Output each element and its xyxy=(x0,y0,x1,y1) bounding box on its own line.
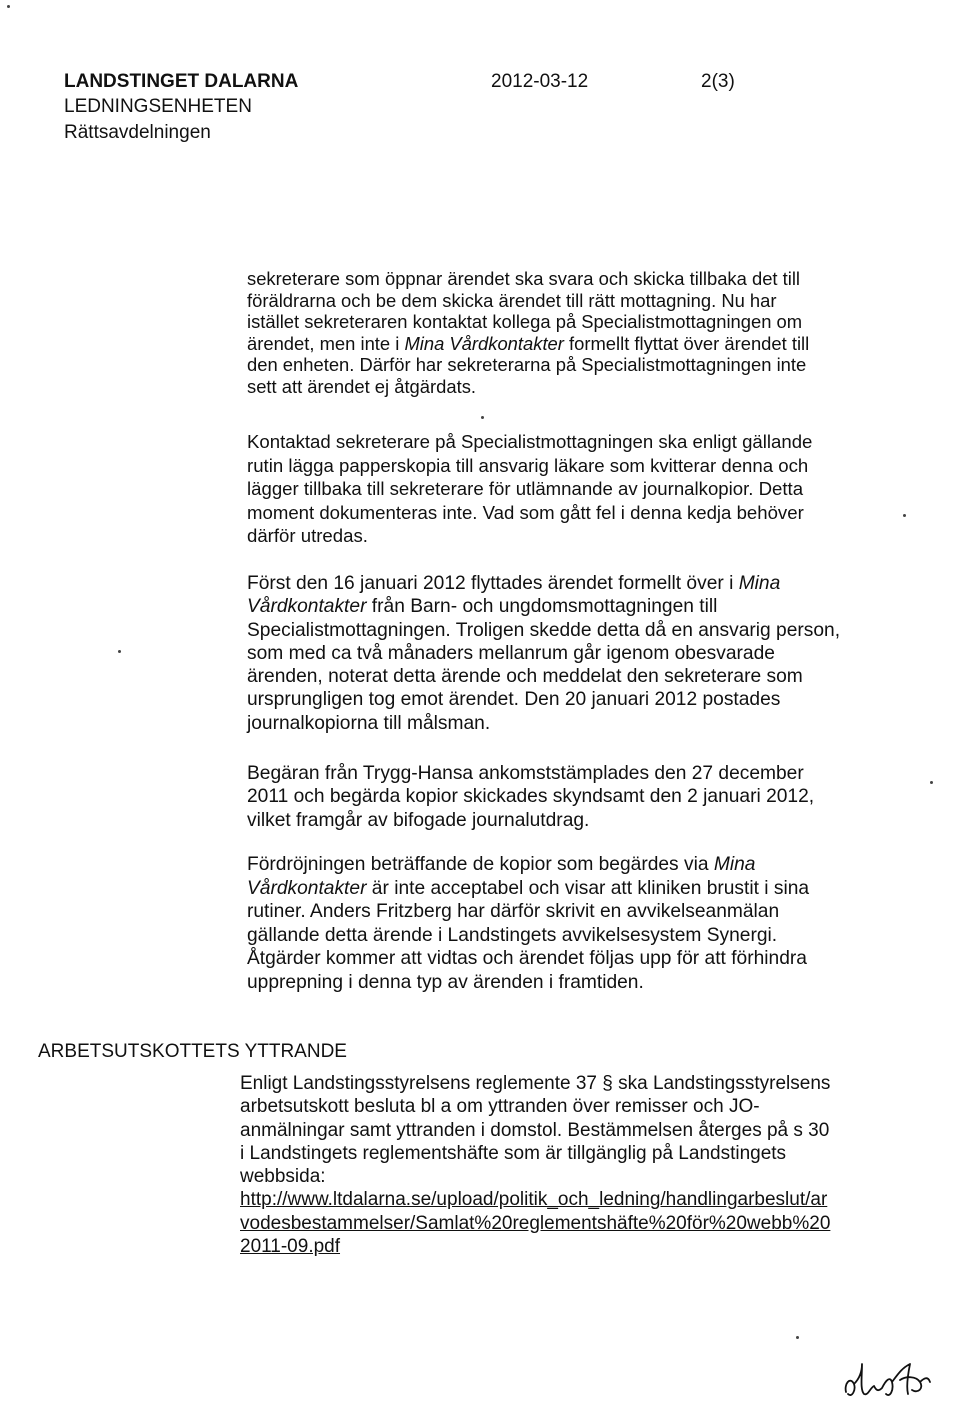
text-line: Enligt Landstingsstyrelsens reglemente 37 § ska Landstingsstyrelsens xyxy=(240,1073,831,1094)
text-line: istället sekreteraren kontaktat kollega på Specialistmottagningen om xyxy=(247,311,803,332)
text-line: moment dokumenteras inte. Vad som gått fel i denna kedja behöver xyxy=(247,501,804,523)
paragraph-5 xyxy=(247,853,887,994)
unit-name: LEDNINGSENHETEN xyxy=(64,96,252,117)
text-line: anmälningar samt yttranden i domstol. Bestämmelsen återges på s 30 xyxy=(240,1119,830,1141)
text-line: Åtgärder kommer att vidtas och ärendet följas upp för att förhindra xyxy=(247,948,807,969)
text-line: ursprungligen tog emot ärendet. Den 20 januari 2012 postades xyxy=(247,689,781,711)
text-line: webbsida: xyxy=(240,1166,326,1188)
italic-system-name: Mina xyxy=(713,854,756,875)
text-line: rutiner. Anders Fritzberg har därför skrivit en avvikelseanmälan xyxy=(247,901,780,922)
text-line: arbetsutskott besluta bl a om yttranden över remisser och JO- xyxy=(240,1096,760,1118)
section-heading: ARBETSUTSKOTTETS YTTRANDE xyxy=(38,1041,347,1062)
text-line xyxy=(247,853,887,877)
paragraph-1 xyxy=(247,268,887,397)
text-line: Kontaktad sekreterare på Specialistmottagningen ska enligt gällande xyxy=(247,431,813,452)
text-line xyxy=(247,572,887,595)
scan-speck xyxy=(7,5,10,8)
text-run: Fördröjningen beträffande de kopior som begärdes via xyxy=(247,854,714,875)
text-line: sekreterare som öppnar ärendet ska svara och skicka tillbaka det till xyxy=(247,268,801,289)
text-run: formellt flyttat över ärendet till xyxy=(563,332,810,354)
text-line: rutin lägga papperskopia till ansvarig läkare som kvitterar denna och xyxy=(247,454,809,476)
text-line: Specialistmottagningen. Troligen skedde detta då en ansvarig person, xyxy=(247,619,841,641)
scan-speck xyxy=(796,1336,799,1339)
regulation-link[interactable] xyxy=(240,1188,890,1258)
paragraph-2 xyxy=(247,430,887,548)
paragraph-3 xyxy=(247,572,887,735)
italic-system-name: Vårdkontakter xyxy=(247,596,367,618)
scan-speck xyxy=(481,416,484,419)
text-line xyxy=(247,595,887,618)
handwritten-initials xyxy=(840,1354,940,1404)
italic-system-name: Mina Vårdkontakter xyxy=(404,332,564,354)
text-line: vilket framgår av bifogade journalutdrag. xyxy=(247,809,590,831)
text-line: föräldrarna och be dem skicka ärendet till rätt mottagning. Nu har xyxy=(247,289,777,311)
text-line: journalkopiorna till målsman. xyxy=(247,712,491,734)
italic-system-name: Vårdkontakter xyxy=(247,877,367,899)
text-run: ärendet, men inte i xyxy=(247,332,405,354)
text-line: lägger tillbaka till sekreterare för utlämnande av journalkopior. Detta xyxy=(247,478,804,499)
text-run: från Barn- och ungdomsmottagningen till xyxy=(366,596,718,618)
scan-speck xyxy=(118,650,121,653)
text-line: ärenden, noterat detta ärende och meddelat den sekreterare som xyxy=(247,666,803,688)
organization-name: LANDSTINGET DALARNA xyxy=(64,71,299,92)
department-name: Rättsavdelningen xyxy=(64,122,211,143)
link-line[interactable]: http://www.ltdalarna.se/upload/politik_och_ledning/handlingarbeslut/ar xyxy=(240,1189,828,1211)
text-line: 2011 och begärda kopior skickades skyndsamt den 2 januari 2012, xyxy=(247,786,815,808)
text-line: upprepning i denna typ av ärenden i framtiden. xyxy=(247,971,644,993)
text-line: i Landstingets reglementshäfte som är tillgänglig på Landstingets xyxy=(240,1142,787,1164)
document-date: 2012-03-12 xyxy=(491,71,589,92)
page-number: 2(3) xyxy=(701,71,735,92)
italic-system-name: Mina xyxy=(738,573,781,594)
text-run: Först den 16 januari 2012 flyttades ärendet formellt över i xyxy=(247,573,739,594)
text-line: den enheten. Därför har sekreterarna på Specialistmottagningen inte xyxy=(247,354,807,375)
text-line xyxy=(247,333,887,355)
text-line: därför utredas. xyxy=(247,525,368,546)
scan-speck xyxy=(903,514,906,517)
text-run: är inte acceptabel och visar att kliniken brustit i sina xyxy=(366,877,810,899)
text-line: sett att ärendet ej åtgärdats. xyxy=(247,375,477,397)
text-line: gällande detta ärende i Landstingets avvikelsesystem Synergi. xyxy=(247,924,778,946)
link-line[interactable]: 2011-09.pdf xyxy=(240,1236,341,1258)
link-line[interactable]: vodesbestammelser/Samlat%20reglementshäfte%20för%20webb%20 xyxy=(240,1212,831,1234)
text-line: som med ca två månaders mellanrum går igenom obesvarade xyxy=(247,642,775,664)
text-line xyxy=(247,877,887,901)
section-paragraph xyxy=(240,1072,890,1258)
paragraph-4 xyxy=(247,762,887,832)
scan-speck xyxy=(930,781,933,784)
text-line: Begäran från Trygg-Hansa ankomststämplades den 27 december xyxy=(247,763,804,784)
